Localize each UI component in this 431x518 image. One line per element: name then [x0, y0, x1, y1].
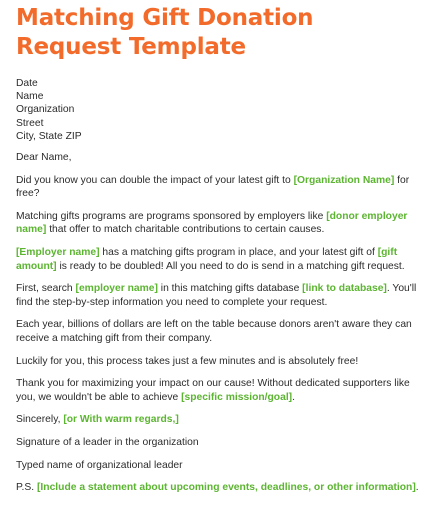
postscript-suffix: . — [415, 482, 419, 494]
placeholder-postscript-statement: [Include a statement about upcoming events, deadlines, or other information] — [37, 482, 416, 494]
paragraph-billions: Each year, billions of dollars are left on the table because donors aren't aware they can receive a matching gift from their company. — [16, 319, 412, 344]
placeholder-organization-name: [Organization Name] — [293, 174, 395, 186]
typed-name-line: Typed name of organizational leader — [16, 459, 183, 471]
placeholder-employer-name: [Employer name] — [16, 246, 100, 258]
placeholder-link-to-database: [link to database] — [302, 283, 387, 295]
page-title — [16, 4, 421, 62]
paragraph-search-text-c: . You'll find the step-by-step information you need to complete your request. — [16, 283, 417, 308]
salutation: Dear Name, — [16, 152, 72, 164]
placeholder-search-employer-name: [employer name] — [75, 283, 158, 295]
paragraph-intro — [16, 174, 421, 201]
placeholder-gift-amount: [gift amount] — [16, 246, 398, 272]
paragraph-intro-text-a: Did you know you can double the impact of your latest gift to — [16, 174, 294, 186]
paragraph-employer — [16, 246, 421, 273]
paragraph-programs — [16, 210, 421, 237]
paragraph-luckily: Luckily for you, this process takes just a few minutes and is absolutely free! — [16, 355, 359, 367]
paragraph-thank-you-text-a: Thank you for maximizing your impact on our cause! Without dedicated supporters like you, we wouldn't be able to achieve — [16, 378, 410, 403]
address-city: City, State ZIP — [16, 130, 82, 142]
closing — [16, 413, 421, 427]
address-street: Street — [16, 117, 44, 129]
closing-text: Sincerely, — [16, 414, 64, 426]
placeholder-closing-alternative: [or With warm regards,] — [63, 414, 179, 426]
title-line-2: Request Template — [16, 34, 246, 60]
paragraph-search — [16, 282, 421, 309]
address-block — [16, 77, 421, 143]
paragraph-employer-text-b: is ready to be doubled! All you need to do is send in a matching gift request. — [56, 260, 405, 272]
paragraph-search-text-a: First, search — [16, 283, 76, 295]
paragraph-search-text-b: in this matching gifts database — [157, 283, 303, 295]
address-name: Name — [16, 91, 44, 103]
letter-template — [16, 4, 421, 495]
paragraph-programs-text-b: that offer to match charitable contributions to certain causes. — [46, 224, 325, 236]
placeholder-donor-employer-name: [donor employer name] — [16, 210, 408, 236]
address-date: Date — [16, 78, 38, 89]
postscript — [16, 481, 421, 495]
paragraph-thank-you-text-b: . — [292, 391, 295, 403]
paragraph-programs-text-a: Matching gifts programs are programs sponsored by employers like — [16, 210, 327, 222]
paragraph-intro-text-b: for free? — [16, 174, 410, 200]
placeholder-specific-mission: [specific mission/goal] — [181, 391, 293, 403]
title-line-1: Matching Gift Donation — [16, 5, 314, 31]
signature-line: Signature of a leader in the organization — [16, 436, 199, 448]
postscript-prefix: P.S. — [16, 482, 37, 494]
address-organization: Organization — [16, 104, 75, 116]
paragraph-employer-text-a: has a matching gifts program in place, and your latest gift of — [99, 246, 378, 258]
paragraph-thank-you — [16, 377, 421, 404]
